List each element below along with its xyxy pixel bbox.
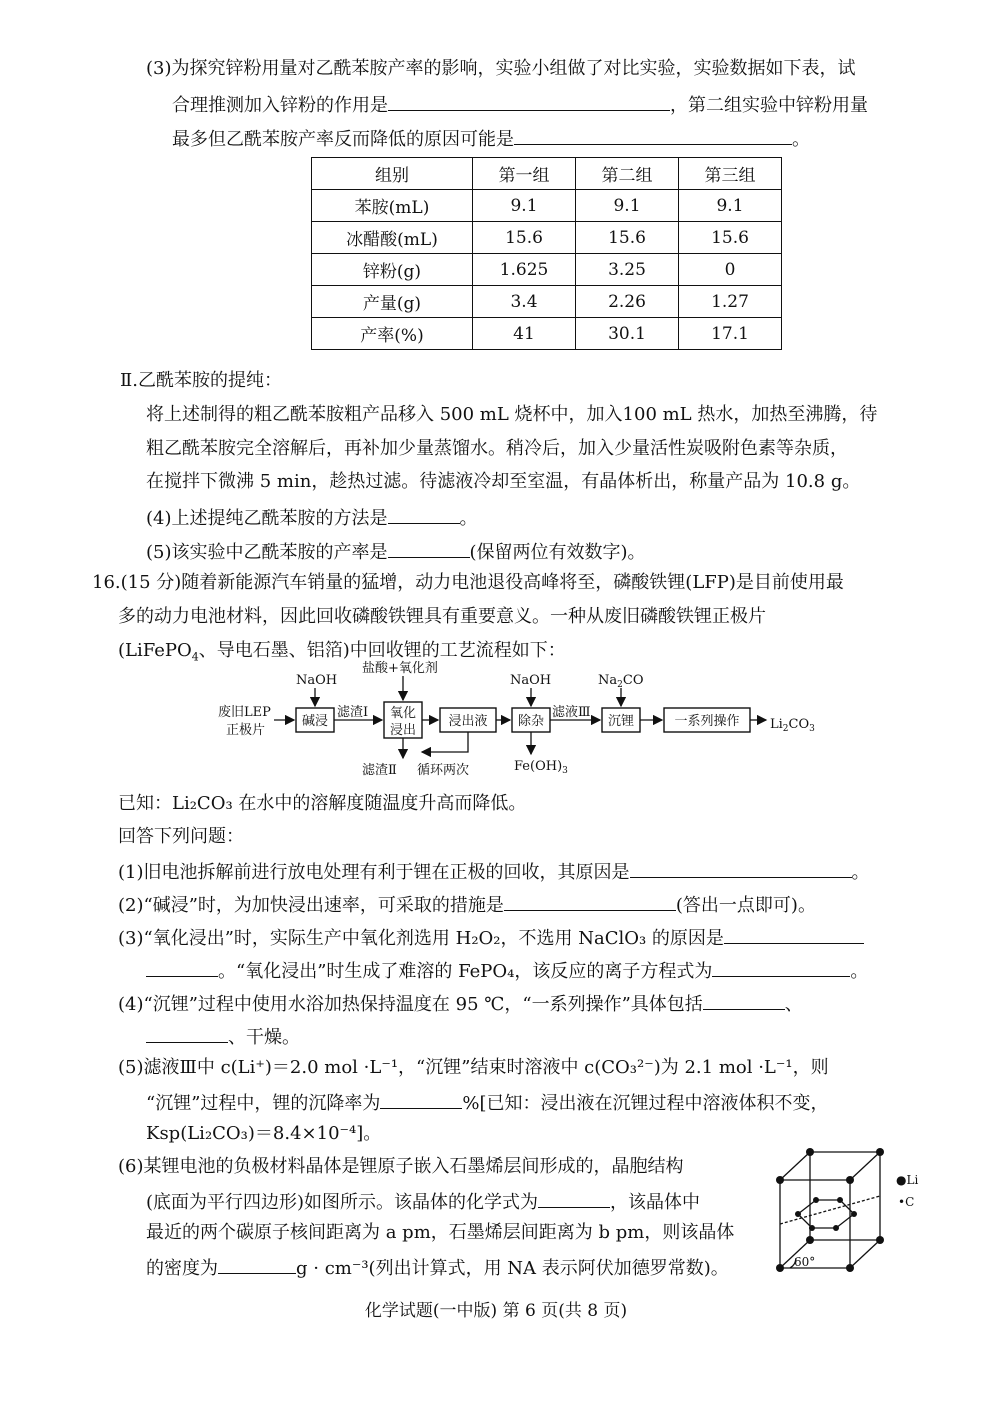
carbon-atom (833, 1225, 839, 1231)
q3-line3-text-a: 最多但乙酰苯胺产率反而降低的原因可能是 (172, 129, 514, 150)
q3-line2-text-b: ，第二组实验中锌粉用量 (670, 95, 868, 116)
table-cell: 产量(g) (312, 286, 473, 318)
part2-paragraph-line: 粗乙酰苯胺完全溶解后，再补加少量蒸馏水。稍冷后，加入少量活性炭吸附色素等杂质， (146, 438, 848, 459)
subq3-line2 (146, 958, 868, 983)
table-cell: 2.26 (576, 286, 679, 318)
subq3-line (118, 925, 864, 950)
known-condition: 已知：Li₂CO₃ 在水中的溶解度随温度升高而降低。 (118, 793, 527, 814)
carbon-atom (795, 1211, 801, 1217)
subq5-line2 (146, 1090, 829, 1115)
table-cell: 锌粉(g) (312, 254, 473, 286)
q3-line2-text-a: 合理推测加入锌粉的作用是 (172, 95, 388, 116)
table-row (312, 318, 782, 350)
part2-heading: Ⅱ.乙酰苯胺的提纯： (120, 370, 282, 391)
carbon-atom (851, 1211, 857, 1217)
formula-text: (LiFePO (118, 640, 192, 661)
table-cell: 冰醋酸(mL) (312, 222, 473, 254)
subq6-text: (底面为平行四边形)如图所示。该晶体的化学式为 (146, 1192, 539, 1213)
flow-box-label: 浸出液 (448, 714, 488, 729)
legend-li: ●Li (896, 1173, 919, 1187)
flow-box-label: 氧化 (389, 706, 417, 721)
page-footer: 化学试题(一中版) 第 6 页(共 8 页) (364, 1301, 628, 1321)
table-row (312, 222, 782, 254)
q5-line (146, 539, 646, 564)
subq2-line (118, 892, 816, 917)
subq1-line (118, 859, 870, 884)
subq2-text: (2)“碱浸”时，为加快浸出速率，可采取的措施是 (118, 895, 504, 916)
lithium-atom (876, 1148, 884, 1156)
lithium-atom (806, 1236, 814, 1244)
flow-box-label: 一系列操作 (674, 714, 740, 729)
table-cell: 1.625 (473, 254, 576, 286)
answer-blank[interactable] (146, 958, 218, 977)
flow-filtrate-label: 滤液Ⅲ (552, 705, 591, 720)
table-row (312, 190, 782, 222)
table-cell: 15.6 (679, 222, 782, 254)
part2-paragraph-line: 在搅拌下微沸 5 min，趁热过滤。待滤液冷却至室温，有晶体析出，称量产品为 10.8 g。 (146, 471, 861, 492)
subq1-end: 。 (851, 862, 870, 883)
flow-box-label: 浸出 (389, 723, 417, 738)
q5-end: (保留两位有效数字)。 (469, 542, 646, 563)
q4-end: 。 (459, 508, 478, 529)
q3-line1: (3)为探究锌粉用量对乙酰苯胺产率的影响，实验小组做了对比实验，实验数据如下表，试 (146, 58, 856, 79)
subq2-end: (答出一点即可)。 (675, 895, 816, 916)
lithium-atom (846, 1264, 854, 1272)
subq5-text: %[已知：浸出液在沉锂过程中溶液体积不变， (462, 1093, 829, 1114)
flow-box-label: 碱浸 (301, 714, 329, 729)
intro-text: 、导电石墨、铝箔)中回收锂的工艺流程如下： (198, 640, 566, 661)
carbon-atom (813, 1197, 819, 1203)
table-cell: 15.6 (473, 222, 576, 254)
flow-start-label: 废旧LEP (218, 705, 271, 720)
crystal-cell-diagram (770, 1140, 950, 1280)
process-flow-diagram (200, 660, 840, 790)
lithium-atom (776, 1264, 784, 1272)
answer-blank[interactable] (538, 1189, 610, 1208)
carbon-atom (809, 1225, 815, 1231)
subq6-line: (6)某锂电池的负极材料晶体是锂原子嵌入石墨烯层间形成的，晶胞结构 (118, 1156, 684, 1177)
subq3-text: 。“氧化浸出”时生成了难溶的 FePO₄，该反应的离子方程式为 (218, 961, 713, 982)
lithium-atom (806, 1148, 814, 1156)
legend-c: •C (898, 1195, 915, 1209)
answer-blank[interactable] (712, 958, 850, 977)
flow-reagent-label: NaOH (510, 673, 552, 688)
table-header-cell: 第一组 (473, 158, 576, 190)
angle-label: 60° (794, 1255, 816, 1269)
subq4-line2 (146, 1024, 300, 1049)
flow-byproduct-label: $Fe(OH)_3$ (514, 759, 568, 776)
table-header-cell: 第三组 (679, 158, 782, 190)
q16-intro-line: 16.(15 分)随着新能源汽车销量的猛增，动力电池退役高峰将至，磷酸铁锂(LFP)是目前使用最 (92, 572, 844, 593)
flow-residue-label: 滤渣Ⅱ (362, 763, 397, 778)
q3-line3-text-b: 。 (792, 129, 810, 150)
answer-blank[interactable] (724, 925, 864, 944)
subq6-text: g · cm⁻³(列出计算式，用 NA 表示阿伏加德罗常数)。 (296, 1258, 729, 1279)
table-cell: 9.1 (679, 190, 782, 222)
subq4-end: 、干燥。 (228, 1027, 300, 1048)
answer-prompt: 回答下列问题： (118, 826, 244, 847)
subq4-sep: 、 (784, 994, 803, 1015)
q4-text: (4)上述提纯乙酰苯胺的方法是 (146, 508, 388, 529)
q3-line2 (172, 92, 868, 117)
answer-blank[interactable] (146, 1024, 228, 1043)
table-cell: 产率(%) (312, 318, 473, 350)
flow-start-label: 正极片 (226, 723, 266, 738)
flow-product-label: $Li_2CO_3$ (770, 717, 815, 734)
lithium-atom (776, 1176, 784, 1184)
experiment-table (311, 157, 782, 350)
table-cell: 9.1 (576, 190, 679, 222)
table-header-cell: 第二组 (576, 158, 679, 190)
subq6-line3: 最近的两个碳原子核间距离为 a pm，石墨烯层间距离为 b pm，则该晶体 (146, 1222, 735, 1243)
table-cell: 1.27 (679, 286, 782, 318)
flow-residue-label: 滤渣Ⅰ (337, 705, 369, 720)
table-header-row (312, 158, 782, 190)
answer-blank[interactable] (218, 1255, 296, 1274)
answer-blank[interactable] (630, 859, 852, 878)
subq5-text: “沉锂”过程中，锂的沉降率为 (146, 1093, 381, 1114)
subq3-end: 。 (850, 961, 869, 982)
q5-text: (5)该实验中乙酰苯胺的产率是 (146, 542, 388, 563)
flow-box-label: 沉锂 (607, 714, 635, 729)
subq6-line4 (146, 1255, 729, 1280)
q4-line (146, 505, 478, 530)
table-cell: 41 (473, 318, 576, 350)
table-cell: 苯胺(mL) (312, 190, 473, 222)
subq5-line3: Ksp(Li₂CO₃)＝8.4×10⁻⁴]。 (146, 1123, 382, 1144)
table-header-cell: 组别 (312, 158, 473, 190)
q3-line3 (172, 126, 810, 151)
subq1-text: (1)旧电池拆解前进行放电处理有利于锂在正极的回收，其原因是 (118, 862, 630, 883)
q16-intro-line (118, 640, 566, 662)
subq6-line2 (146, 1189, 700, 1214)
lithium-atom (846, 1176, 854, 1184)
subq3-text: (3)“氧化浸出”时，实际生产中氧化剂选用 H₂O₂，不选用 NaClO₃ 的原因是 (118, 928, 724, 949)
subq6-text: 的密度为 (146, 1258, 218, 1279)
flow-cycle-label: 循环两次 (417, 763, 470, 778)
table-cell: 30.1 (576, 318, 679, 350)
graphene-hexagon (798, 1200, 854, 1228)
subq4-text: (4)“沉锂”过程中使用水浴加热保持温度在 95 ℃，“一系列操作”具体包括 (118, 994, 703, 1015)
answer-blank[interactable] (380, 1090, 462, 1109)
table-row (312, 286, 782, 318)
subq6-text: ，该晶体中 (610, 1192, 701, 1213)
flow-box-label: 除杂 (517, 714, 545, 729)
formula-subscript: 4 (191, 650, 199, 664)
table-cell: 3.4 (473, 286, 576, 318)
table-cell: 17.1 (679, 318, 782, 350)
subq5-line: (5)滤液Ⅲ中 c(Li⁺)＝2.0 mol ·L⁻¹，“沉锂”结束时溶液中 c(CO₃²⁻)为 2.1 mol ·L⁻¹，则 (118, 1057, 829, 1078)
flow-reagent-label: NaOH (296, 673, 338, 688)
part2-paragraph-line: 将上述制得的粗乙酰苯胺粗产品移入 500 mL 烧杯中，加入100 mL 热水，加热至沸腾，待 (146, 404, 878, 425)
cell-back-face (810, 1152, 880, 1240)
flow-reagent-label: 盐酸+氧化剂 (362, 661, 438, 676)
carbon-atom (837, 1197, 843, 1203)
table-cell: 15.6 (576, 222, 679, 254)
subq4-line (118, 991, 803, 1016)
answer-blank[interactable] (514, 126, 792, 145)
flow-reagent-label: $Na_2CO$ (598, 673, 644, 690)
answer-blank[interactable] (504, 892, 676, 911)
answer-blank[interactable] (703, 991, 785, 1010)
lithium-atom (876, 1236, 884, 1244)
q16-intro-line: 多的动力电池材料，因此回收磷酸铁锂具有重要意义。一种从废旧磷酸铁锂正极片 (118, 606, 766, 627)
answer-blank[interactable] (388, 505, 460, 524)
table-row (312, 254, 782, 286)
table-cell: 0 (679, 254, 782, 286)
answer-blank[interactable] (388, 539, 470, 558)
table-cell: 3.25 (576, 254, 679, 286)
table-cell: 9.1 (473, 190, 576, 222)
answer-blank[interactable] (388, 92, 670, 111)
